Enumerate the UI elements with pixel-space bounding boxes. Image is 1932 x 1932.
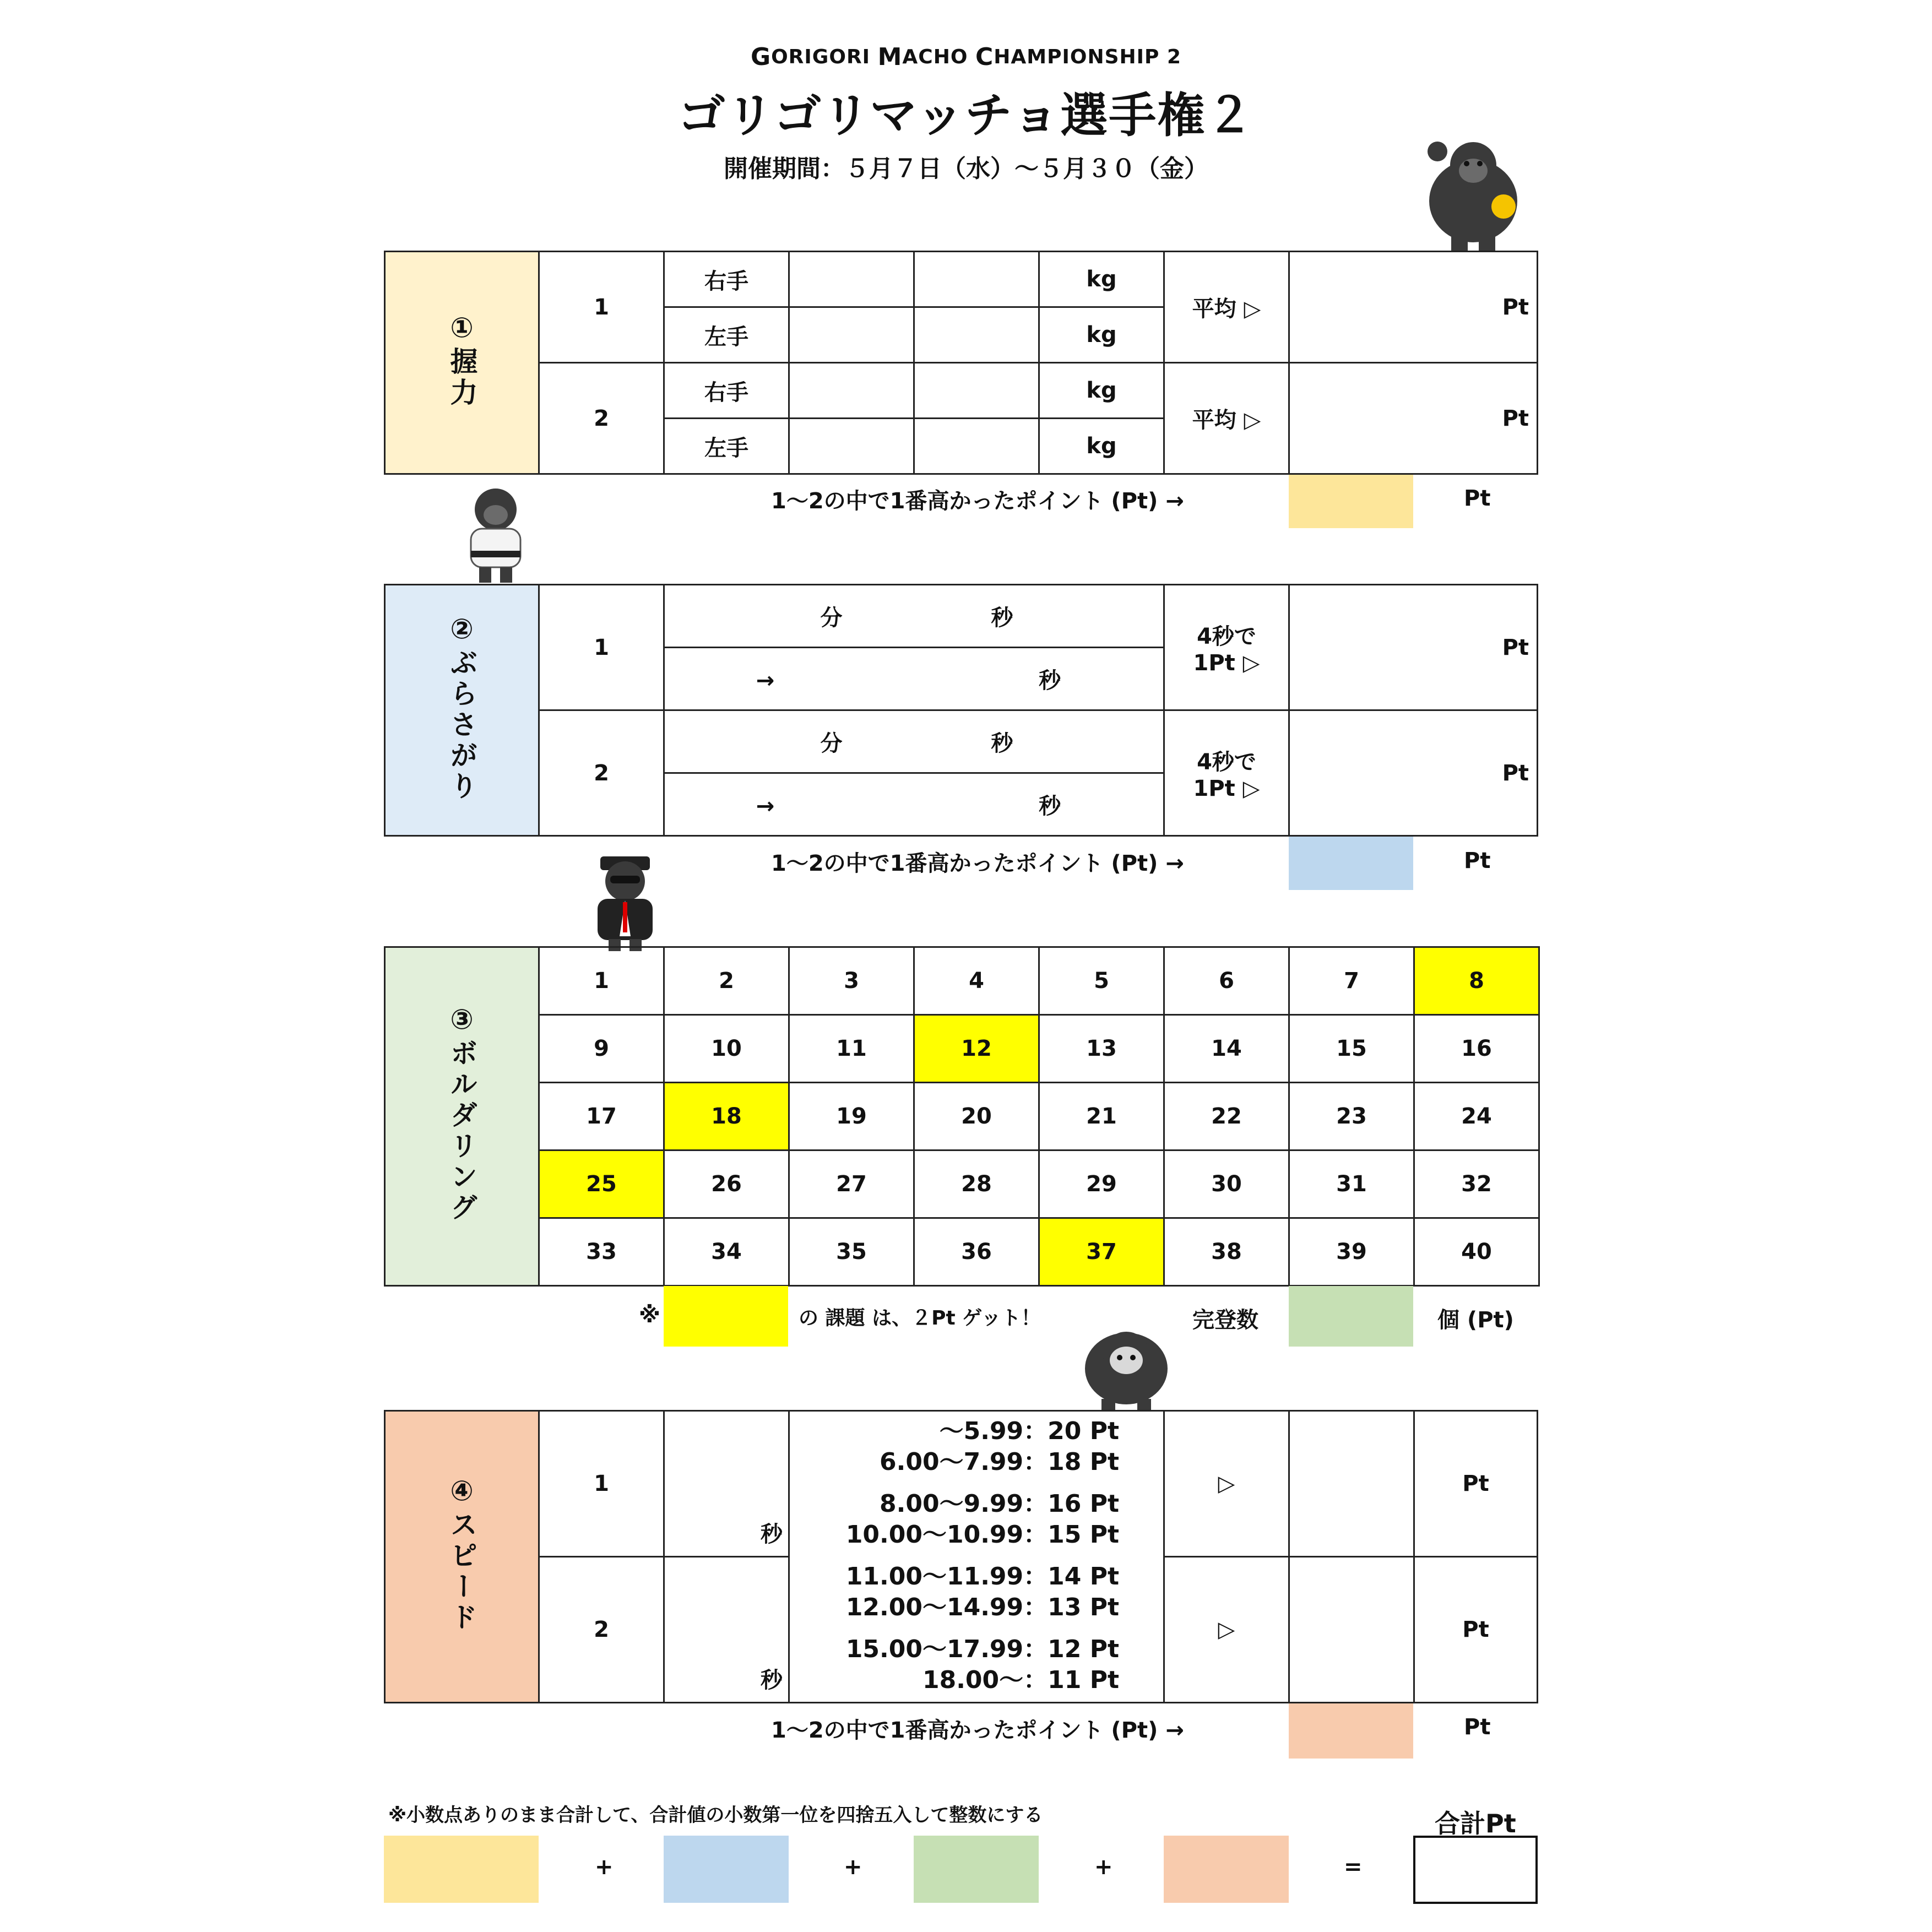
hang-rate-2: 4秒で 1Pt ▷ [1164,710,1289,836]
boulder-problem-cell[interactable]: 26 [664,1150,789,1218]
hang-best-field[interactable] [1289,837,1413,890]
boulder-problem-cell[interactable]: 8 [1414,947,1539,1015]
boulder-problem-cell[interactable]: 2 [664,947,789,1015]
arrow-right-icon: → [756,668,775,693]
grip-right-input-1b[interactable] [914,252,1039,307]
speed-pt-input-1[interactable] [1289,1411,1414,1557]
grip-pt-2[interactable]: Pt [1289,363,1538,474]
boulder-problem-cell[interactable]: 11 [789,1015,914,1083]
grip-table [384,251,1538,475]
plus-sign: + [844,1854,862,1880]
speed-time-input-2[interactable] [664,1557,789,1703]
grip-left-input-2b[interactable] [914,419,1039,474]
speed-scale-item: ～5.99：20 Pt [939,1417,1119,1445]
grip-right-input-2b[interactable] [914,363,1039,419]
boulder-problem-cell[interactable]: 5 [1039,947,1164,1015]
speed-pt-input-2[interactable] [1289,1557,1414,1703]
hang-sec-input-1[interactable] [664,648,1164,710]
hang-rate-1: 4秒で 1Pt ▷ [1164,585,1289,710]
speed-arrow-2: ▷ [1164,1557,1289,1703]
boulder-problem-cell[interactable]: 7 [1289,947,1414,1015]
plus-sign: + [595,1854,614,1880]
total-boulder-field[interactable] [914,1836,1039,1903]
speed-best-text: 1～2の中で1番高かったポイント (Pt) → [771,1718,1184,1743]
speed-sec-label: 秒 [761,1522,783,1547]
plus-sign: + [1094,1854,1113,1880]
boulder-problem-cell[interactable]: 4 [914,947,1039,1015]
speed-pt-2: Pt [1414,1557,1538,1703]
boulder-count-label: 完登数 [1192,1307,1258,1333]
boulder-problem-cell[interactable]: 24 [1414,1083,1539,1150]
boulder-problem-cell[interactable]: 22 [1164,1083,1289,1150]
boulder-problem-cell[interactable]: 33 [539,1218,664,1286]
speed-arrow-1: ▷ [1164,1411,1289,1557]
hang-pt-2[interactable]: Pt [1289,710,1538,836]
hang-table [384,584,1538,837]
subtitle-en: G ORIGORI M ACHO C HAMPIONSHIP 2 [750,43,1182,71]
grip-right-label-1: 右手 [664,252,789,307]
hang-best-pt: Pt [1464,848,1491,873]
boulder-problem-cell[interactable]: 39 [1289,1218,1414,1286]
boulder-problem-cell[interactable]: 29 [1039,1150,1164,1218]
grip-unit: kg [1039,252,1164,307]
boulder-problem-cell[interactable]: 19 [789,1083,914,1150]
speed-trial-2: 2 [539,1557,664,1703]
boulder-table [384,946,1540,1287]
grip-trial-2: 2 [539,363,664,474]
boulder-problem-cell[interactable]: 37 [1039,1218,1164,1286]
boulder-problem-cell[interactable]: 6 [1164,947,1289,1015]
boulder-problem-cell[interactable]: 16 [1414,1015,1539,1083]
hang-pt-1[interactable]: Pt [1289,585,1538,710]
grip-pt-1[interactable]: Pt [1289,252,1538,363]
boulder-problem-cell[interactable]: 25 [539,1150,664,1218]
hang-time-input-2[interactable] [664,710,1164,773]
speed-pt-1: Pt [1414,1411,1538,1557]
boulder-problem-cell[interactable]: 14 [1164,1015,1289,1083]
boulder-label: ③ボルダリング [446,1003,478,1224]
grip-avg-label-1: 平均 ▷ [1164,252,1289,363]
boulder-problem-cell[interactable]: 20 [914,1083,1039,1150]
speed-scale-item: 10.00～10.99：15 Pt [845,1521,1119,1549]
boulder-problem-cell[interactable]: 13 [1039,1015,1164,1083]
hang-min-label: 分 [820,605,843,631]
speed-scale-item: 11.00～11.99：14 Pt [845,1562,1119,1591]
boulder-problem-cell[interactable]: 32 [1414,1150,1539,1218]
total-pt-field[interactable] [1413,1836,1538,1904]
boulder-problem-cell[interactable]: 10 [664,1015,789,1083]
arrow-right-icon: → [756,794,775,819]
grip-left-input-1a[interactable] [789,307,914,363]
grip-best-text: 1～2の中で1番高かったポイント (Pt) → [771,489,1184,514]
gorilla-crouch-icon [1079,1316,1173,1413]
boulder-label-cell [385,947,539,1286]
boulder-problem-cell[interactable]: 15 [1289,1015,1414,1083]
boulder-note-mark: ※ [639,1303,660,1328]
total-hang-field[interactable] [664,1836,789,1903]
hang-sec-input-2[interactable] [664,773,1164,836]
speed-time-input-1[interactable] [664,1411,789,1557]
boulder-problem-cell[interactable]: 3 [789,947,914,1015]
speed-sec-label: 秒 [761,1668,783,1693]
boulder-problem-cell[interactable]: 12 [914,1015,1039,1083]
grip-right-input-1a[interactable] [789,252,914,307]
speed-scale-item: 8.00～9.99：16 Pt [880,1490,1119,1518]
gorilla-judo-icon [454,485,537,584]
hang-label: ②ぶらさがり [446,612,478,802]
boulder-problem-cell[interactable]: 21 [1039,1083,1164,1150]
boulder-note-text: の 課題 は、２Pt ゲット！ [799,1307,1041,1329]
grip-right-label-2: 右手 [664,363,789,419]
grip-label: ①握力 [446,311,478,409]
boulder-problem-cell[interactable]: 9 [539,1015,664,1083]
boulder-problem-cell[interactable]: 31 [1289,1150,1414,1218]
grip-right-input-2a[interactable] [789,363,914,419]
boulder-highlight-legend [664,1286,788,1347]
speed-scale-item: 6.00～7.99：18 Pt [880,1448,1119,1476]
hang-min-label: 分 [820,731,843,756]
boulder-problem-cell[interactable]: 38 [1164,1218,1289,1286]
speed-best-pt: Pt [1464,1714,1491,1740]
boulder-count-field[interactable] [1289,1286,1413,1347]
speed-scale-cell [789,1411,1164,1703]
hang-sec2-label: 秒 [1039,668,1061,693]
hang-best-text: 1～2の中で1番高かったポイント (Pt) → [771,851,1184,876]
grip-left-input-1b[interactable] [914,307,1039,363]
speed-table [384,1410,1538,1703]
grip-avg-label-2: 平均 ▷ [1164,363,1289,474]
grip-best-field[interactable] [1289,475,1413,528]
gorilla-suit-icon [584,854,666,953]
boulder-problem-cell[interactable]: 23 [1289,1083,1414,1150]
total-grip-field[interactable] [384,1836,539,1903]
grip-trial-1: 1 [539,252,664,363]
speed-scale-item: 18.00～：11 Pt [922,1666,1119,1694]
grip-unit: kg [1039,307,1164,363]
hang-sec-label: 秒 [991,731,1013,756]
grip-unit: kg [1039,419,1164,474]
hang-label-cell [385,585,539,836]
grip-left-label-1: 左手 [664,307,789,363]
grip-label-cell [385,252,539,474]
boulder-problem-cell[interactable]: 40 [1414,1218,1539,1286]
hang-trial-2: 2 [539,710,664,836]
boulder-problem-cell[interactable]: 18 [664,1083,789,1150]
boulder-count-unit: 個 (Pt) [1437,1307,1514,1333]
boulder-problem-cell[interactable]: 1 [539,947,664,1015]
boulder-problem-cell[interactable]: 34 [664,1218,789,1286]
grip-unit: kg [1039,363,1164,419]
boulder-problem-cell[interactable]: 28 [914,1150,1039,1218]
speed-best-field[interactable] [1289,1703,1413,1759]
grip-left-label-2: 左手 [664,419,789,474]
total-speed-field[interactable] [1164,1836,1289,1903]
speed-scale-item: 15.00～17.99：12 Pt [845,1635,1119,1663]
boulder-problem-cell[interactable]: 36 [914,1218,1039,1286]
grip-left-input-2a[interactable] [789,419,914,474]
total-label: 合計Pt [1435,1809,1516,1838]
boulder-problem-cell[interactable]: 30 [1164,1150,1289,1218]
speed-label-cell [385,1411,539,1703]
boulder-problem-cell[interactable]: 17 [539,1083,664,1150]
hang-sec2-label: 秒 [1039,794,1061,819]
speed-trial-1: 1 [539,1411,664,1557]
equals-sign: = [1344,1854,1363,1880]
gorilla-flexing-icon [1413,135,1534,253]
hang-time-input-1[interactable] [664,585,1164,648]
total-note: ※小数点ありのまま合計して、合計値の小数第一位を四捨五入して整数にする [388,1804,1043,1826]
event-period: 開催期間：５月７日（水）～５月３０（金） [724,155,1208,183]
page-title: ゴリゴリマッチョ選手権２ [677,88,1255,143]
boulder-problem-cell[interactable]: 35 [789,1218,914,1286]
grip-best-pt: Pt [1464,486,1491,511]
speed-scale-item: 12.00～14.99：13 Pt [845,1593,1119,1621]
boulder-problem-cell[interactable]: 27 [789,1150,914,1218]
hang-sec-label: 秒 [991,605,1013,631]
speed-label: ④スピード [446,1474,478,1633]
hang-trial-1: 1 [539,585,664,710]
